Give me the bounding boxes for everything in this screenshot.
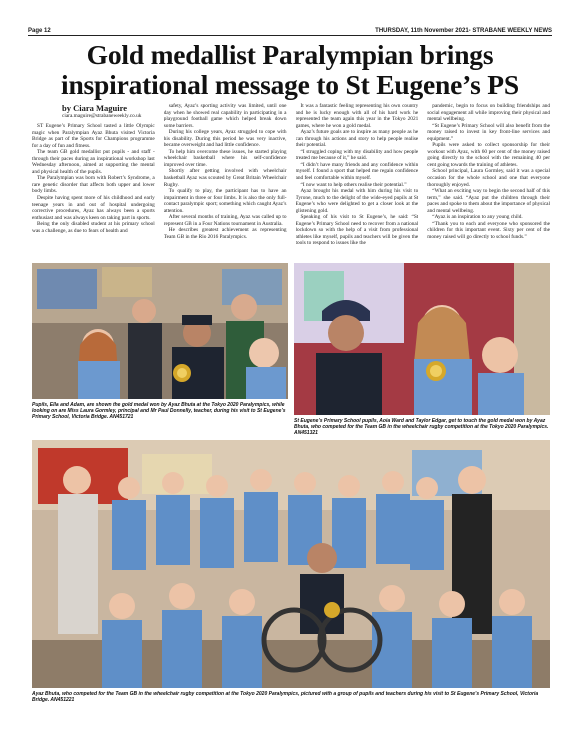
- paragraph: After several months of training, Ayaz was called up to represent GB in a Four Nations tournament in Australia.: [163, 214, 287, 227]
- paragraph: To help him overcome these issues, he started playing wheelchair basketball where his self-confidence improved over time.: [163, 148, 287, 168]
- article-column-2: [164, 103, 287, 259]
- photo-medal-classroom: [32, 263, 288, 399]
- paragraph: During his college years, Ayaz struggled to cope with his disability. During this period he was very inactive, became overweight and had little confidence.: [163, 129, 287, 149]
- paragraph: Speaking of his visit to St Eugene’s, he said: “St Eugene’s Primary School need to recover from a national lockdown so with the help of a visit from professional athletes like myself, pupils and teachers will be given the tools to respond to issues like the: [295, 214, 419, 247]
- paragraph: Ayaz’s future goals are to inspire as many people as he can through his actions and story to help people realise their potential.: [295, 129, 419, 149]
- paragraph: “St Eugene’s Primary School will also benefit from the money raised to invest in key front-line services and equipment.”: [427, 122, 550, 142]
- headline-line-1: Gold medallist Paralympian brings: [86, 39, 494, 70]
- photo-touch-medal-caption: St Eugene’s Primary School pupils, Aoia Ward and Taylor Edgar, get to touch the gold medal won by Ayaz Bhuta, who competed for the Team GB in the wheelchair rugby competition at the Tokyo 2020 Paralympics. AN451321: [294, 418, 549, 436]
- photo-medal-classroom-image: [32, 263, 288, 399]
- photo-medal-classroom-caption: Pupils, Ella and Adam, are shown the gold medal won by Ayaz Bhuta at the Tokyo 2020 Paralympics, while looking on are Miss Laura Gormley, principal and Mr Paul Donnelly, teacher, during his visit to St Eugene’s Primary School, Victoria Bridge. AN451721: [32, 402, 286, 420]
- paragraph: Ayaz brought his medal with him during his visit to Tyrone, much to the delight of the wide-eyed pupils at St Eugene’s who were delighted to get a closer look at the glistening gold.: [295, 188, 419, 214]
- paragraph: “What an exciting way to begin the second half of this term,” she said. “Ayaz put the children through their paces and spoke to them about the importance of physical and mental wellbeing.: [427, 188, 550, 214]
- paragraph: pandemic, begin to focus on building friendships and social engagement all while improving their physical and mental wellbeing.: [427, 103, 550, 123]
- paragraph: It was a fantastic feeling representing his own country and he is lucky enough with all of his hard work he represented the team again this year in the Tokyo 2021 games, where he won a gold medal.: [295, 103, 419, 129]
- paragraph: Despite having spent more of his childhood and early teenage years in and out of hospital undergoing corrective procedures, Ayaz has always been a sports enthusiast and was always keen on taking part in sports.: [32, 195, 155, 221]
- photo-group: [32, 440, 550, 688]
- paragraph: The team GB gold medallist put pupils - and staff - through their paces during an inspirational workshop last Wednesday afternoon, aimed at supporting the mental and physical health of the pupils.: [32, 149, 155, 175]
- photo-group-caption: Ayaz Bhuta, who competed for the Team GB in the wheelchair rugby competition at the Tokyo 2020 Paralympics, pictured with a group of pupils and teachers during his visit to St Eugene’s Primary School, Victoria Bridge. AN451221: [32, 691, 539, 703]
- paragraph: Pupils were asked to collect sponsorship for their workout with Ayaz, with 60 per cent of the money raised going directly to the school with the remaining 40 per cent going towards the training of athletes.: [427, 142, 550, 168]
- photo-touch-medal-image: [294, 263, 550, 415]
- paragraph: School principal, Laura Gormley, said it was a special occasion for the whole school and one that everyone thoroughly enjoyed.: [427, 168, 550, 188]
- page-number: Page 12: [28, 28, 51, 34]
- paragraph: “I struggled coping with my disability and how people treated me because of it,” he said.: [295, 148, 419, 162]
- page-header: [28, 24, 552, 36]
- paragraph: He describes greatest achievement as representing Team GB in the Rio 2016 Paralympics.: [163, 227, 287, 240]
- paragraph: Being the only disabled student at his primary school was a challenge, as due to fears of health and: [32, 221, 155, 234]
- photo-group-image: [32, 440, 550, 688]
- paragraph: ST Eugene’s Primary School tasted a little Olympic magic when Paralympian Ayaz Bhuta visited Victoria Bridge as part of the Sports for Champions programme for a day of fun and fitness.: [32, 123, 155, 149]
- byline-author: by Ciara Maguire: [62, 103, 128, 113]
- paragraph: safety, Ayaz’s sporting activity was limited, until one day when he showed real capability in participating in a playground football game which helped break down some barriers.: [163, 103, 287, 129]
- photo-touch-medal: [294, 263, 550, 415]
- article-column-3: [296, 103, 419, 259]
- byline-email: ciara.maguire@strabaneweekly.co.uk: [62, 113, 142, 119]
- paragraph: Shortly after getting involved with wheelchair basketball Ayaz was scouted by Great Britain Wheelchair Rugby.: [163, 168, 287, 188]
- paragraph: “Thank you to each and everyone who sponsored the children for this important event. Sixty per cent of the money raised will go directly to school funds.”: [427, 220, 550, 240]
- paragraph: “I now want to help others realise their potential.”: [300, 181, 407, 188]
- paragraph: “I didn’t have many friends and any confidence within myself. I found a sport that helped me regain confidence and feel comfortable within myself.: [295, 161, 419, 182]
- article-body: [32, 103, 550, 259]
- paragraph: The Paralympian was born with Robert’s Syndrome, a rare genetic disorder that affects both upper and lower body limbs.: [32, 175, 155, 195]
- headline-line-2: inspirational message to St Eugene’s PS: [61, 69, 519, 100]
- article-column-4: [427, 103, 550, 259]
- headline: [28, 40, 552, 100]
- paragraph: To qualify to play, the participant has to have an impairment in three or four limbs. It is also the only full-contact paralympic sport; something which caught Ayaz’s attention.: [163, 188, 287, 214]
- paragraph: “Ayaz is an inspiration to any young child.: [432, 214, 523, 221]
- issue-date: THURSDAY, 11th November 2021- STRABANE WEEKLY NEWS: [375, 28, 552, 34]
- article-column-1: [32, 103, 155, 259]
